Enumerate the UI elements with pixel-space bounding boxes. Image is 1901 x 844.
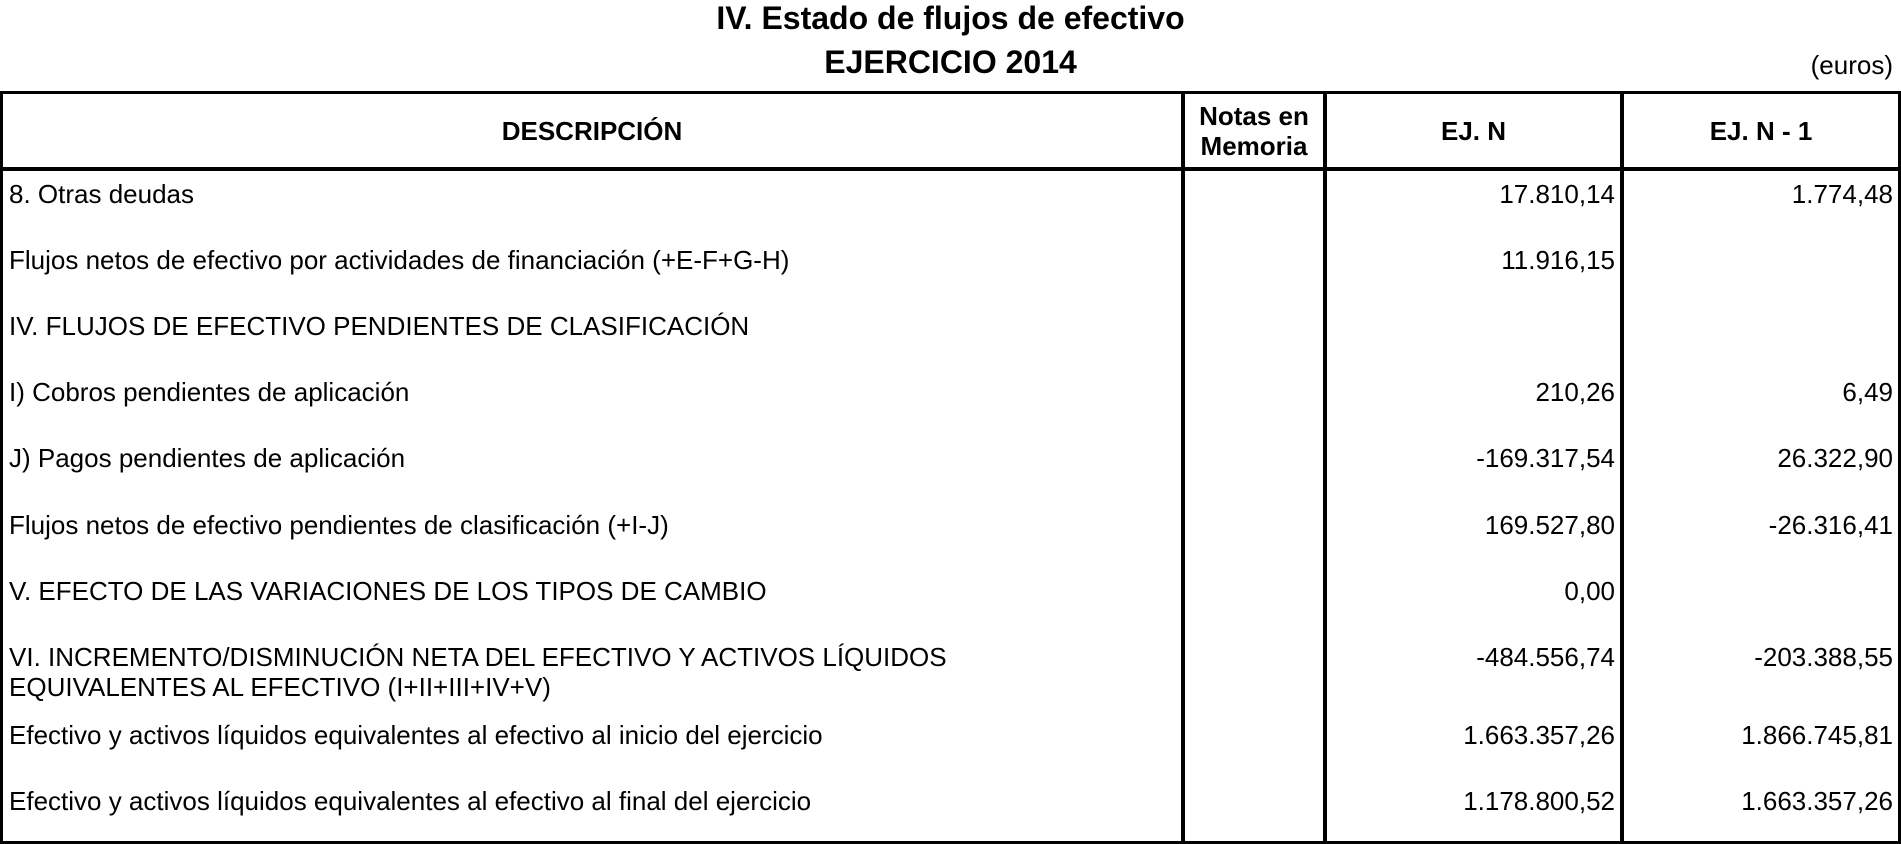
column-header-notas [1185,94,1323,167]
column-divider-ej-n1 [1620,94,1624,841]
row-value-ej-n: 11.916,15 [1501,245,1615,275]
row-value-ej-n1: 1.866.745,81 [1741,720,1893,750]
page-title: IV. Estado de flujos de efectivo [716,0,1185,36]
column-divider-ej-n [1323,94,1327,841]
row-value-ej-n1: 6,49 [1842,377,1893,407]
row-value-ej-n: 0,00 [1564,576,1615,606]
units-label: (euros) [1810,50,1893,80]
row-value-ej-n1: 26.322,90 [1777,443,1893,473]
row-value-ej-n1: -26.316,41 [1768,510,1893,540]
row-description-line1: VI. INCREMENTO/DISMINUCIÓN NETA DEL EFECTIVO Y ACTIVOS LÍQUIDOS [9,642,947,672]
row-value-ej-n: 1.178.800,52 [1463,786,1615,816]
column-header-ej-n1: EJ. N - 1 [1709,115,1813,146]
row-description: V. EFECTO DE LAS VARIACIONES DE LOS TIPOS DE CAMBIO [9,576,767,606]
row-value-ej-n: 1.663.357,26 [1463,720,1615,750]
row-value-ej-n1: 1.663.357,26 [1741,786,1893,816]
column-header-notas-line2: Memoria [1200,130,1308,161]
row-description: Efectivo y activos líquidos equivalentes al efectivo al inicio del ejercicio [9,720,823,750]
row-description-line2: EQUIVALENTES AL EFECTIVO (I+II+III+IV+V) [9,672,551,702]
row-description: Flujos netos de efectivo pendientes de clasificación (+I-J) [9,510,669,540]
row-description: IV. FLUJOS DE EFECTIVO PENDIENTES DE CLASIFICACIÓN [9,311,750,341]
row-value-ej-n: 210,26 [1535,377,1615,407]
row-description: J) Pagos pendientes de aplicación [9,443,406,473]
row-description [9,642,1169,702]
row-value-ej-n: -169.317,54 [1476,443,1615,473]
column-header-notas-line1: Notas en [1199,100,1309,131]
row-description: 8. Otras deudas [9,179,194,209]
row-value-ej-n: -484.556,74 [1476,642,1615,672]
column-header-ej-n: EJ. N [1440,115,1507,146]
column-header-descripcion: DESCRIPCIÓN [501,115,683,146]
row-description: Flujos netos de efectivo por actividades de financiación (+E-F+G-H) [9,245,790,275]
row-description: Efectivo y activos líquidos equivalentes al efectivo al final del ejercicio [9,786,812,816]
row-description: I) Cobros pendientes de aplicación [9,377,410,407]
row-value-ej-n: 169.527,80 [1484,510,1615,540]
row-value-ej-n: 17.810,14 [1499,179,1615,209]
page-subtitle: EJERCICIO 2014 [824,44,1077,80]
row-value-ej-n1: -203.388,55 [1754,642,1893,672]
cash-flow-table [0,91,1901,844]
row-value-ej-n1: 1.774,48 [1791,179,1893,209]
column-divider-notas [1181,94,1185,841]
header-divider [3,167,1898,171]
